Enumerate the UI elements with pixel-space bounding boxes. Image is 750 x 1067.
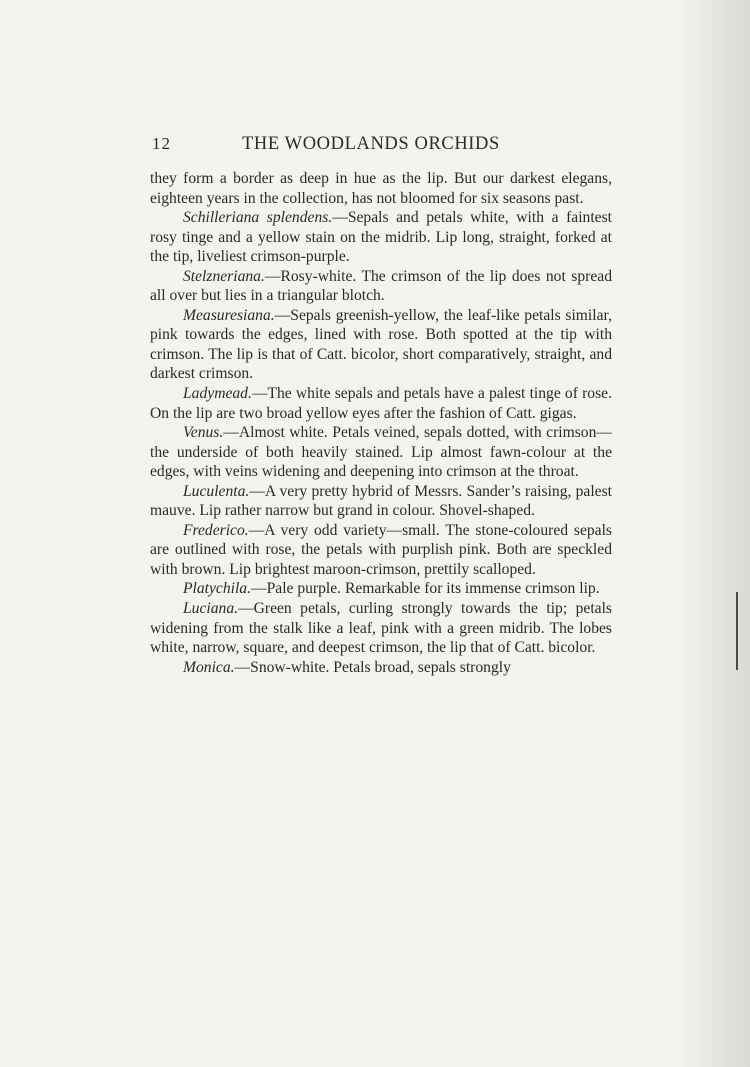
variety-description: —Sepals greenish-yellow, the leaf-like petals similar, pink towards the edges, lined with rose. Both spotted at the tip with crimson. The lip is that of Catt. bicolor, short comparatively, straight, and darkest crimson. xyxy=(150,306,612,383)
variety-entry xyxy=(150,267,612,306)
variety-entry xyxy=(150,482,612,521)
variety-name: Venus. xyxy=(183,424,224,442)
variety-entry xyxy=(150,384,612,423)
running-title: THE WOODLANDS ORCHIDS xyxy=(242,134,500,154)
variety-entry xyxy=(150,521,612,580)
margin-mark xyxy=(736,592,738,670)
variety-entry xyxy=(150,423,612,482)
page-edge-shadow xyxy=(680,0,750,1067)
variety-name: Platychila. xyxy=(183,580,251,598)
variety-entry xyxy=(150,306,612,384)
variety-name: Ladymead. xyxy=(183,385,252,403)
page-number: 12 xyxy=(152,134,171,153)
body-text xyxy=(150,169,612,677)
variety-description: —A very odd variety—small. The stone-coloured sepals are outlined with rose, the petals with purplish pink. Both are speckled with brown. Lip brightest maroon-crimson, prettily scalloped. xyxy=(150,521,612,578)
variety-entry xyxy=(150,579,612,599)
variety-entry xyxy=(150,658,612,678)
paragraph-text: they form a border as deep in hue as the lip. But our darkest elegans, eighteen years in the collection, has not bloomed for six seasons past. xyxy=(150,170,612,207)
variety-name: Luculenta. xyxy=(183,482,250,500)
variety-description: —Rosy-white. The crimson of the lip does not spread all over but lies in a triangular blotch. xyxy=(150,267,612,305)
variety-description: —Almost white. Petals veined, sepals dotted, with crimson—the underside of both heavily stained. Lip almost fawn-colour at the edges, with veins widening and deepening into crimson at the throat. xyxy=(150,424,612,481)
variety-description: —Green petals, curling strongly towards the tip; petals widening from the stalk like a leaf, pink with a green midrib. The lobes white, narrow, square, and deepest crimson, the lip that of Catt. bicolor. xyxy=(150,600,612,657)
variety-entry xyxy=(150,599,612,658)
variety-description: —Snow-white. Petals broad, sepals strongly xyxy=(234,658,511,676)
variety-entry xyxy=(150,208,612,267)
page-header xyxy=(150,134,614,158)
variety-name: Luciana. xyxy=(183,600,239,618)
variety-description: —Sepals and petals white, with a faintest rosy tinge and a yellow stain on the midrib. Lip long, straight, forked at the tip, liveliest crimson-purple. xyxy=(150,209,613,266)
variety-name: Frederico. xyxy=(183,521,249,539)
variety-name: Stelzneriana. xyxy=(183,267,265,285)
variety-name: Schilleriana splendens. xyxy=(183,209,333,227)
variety-description: —Pale purple. Remarkable for its immense crimson lip. xyxy=(251,580,600,598)
variety-name: Measuresiana. xyxy=(183,306,275,324)
variety-name: Monica. xyxy=(183,658,235,676)
variety-description: —A very pretty hybrid of Messrs. Sander’s raising, palest mauve. Lip rather narrow but grand in colour. Shovel-shaped. xyxy=(150,482,612,520)
variety-description: —The white sepals and petals have a palest tinge of rose. On the lip are two broad yellow eyes after the fashion of Catt. gigas. xyxy=(150,385,612,422)
paragraph-continuation xyxy=(150,169,612,208)
